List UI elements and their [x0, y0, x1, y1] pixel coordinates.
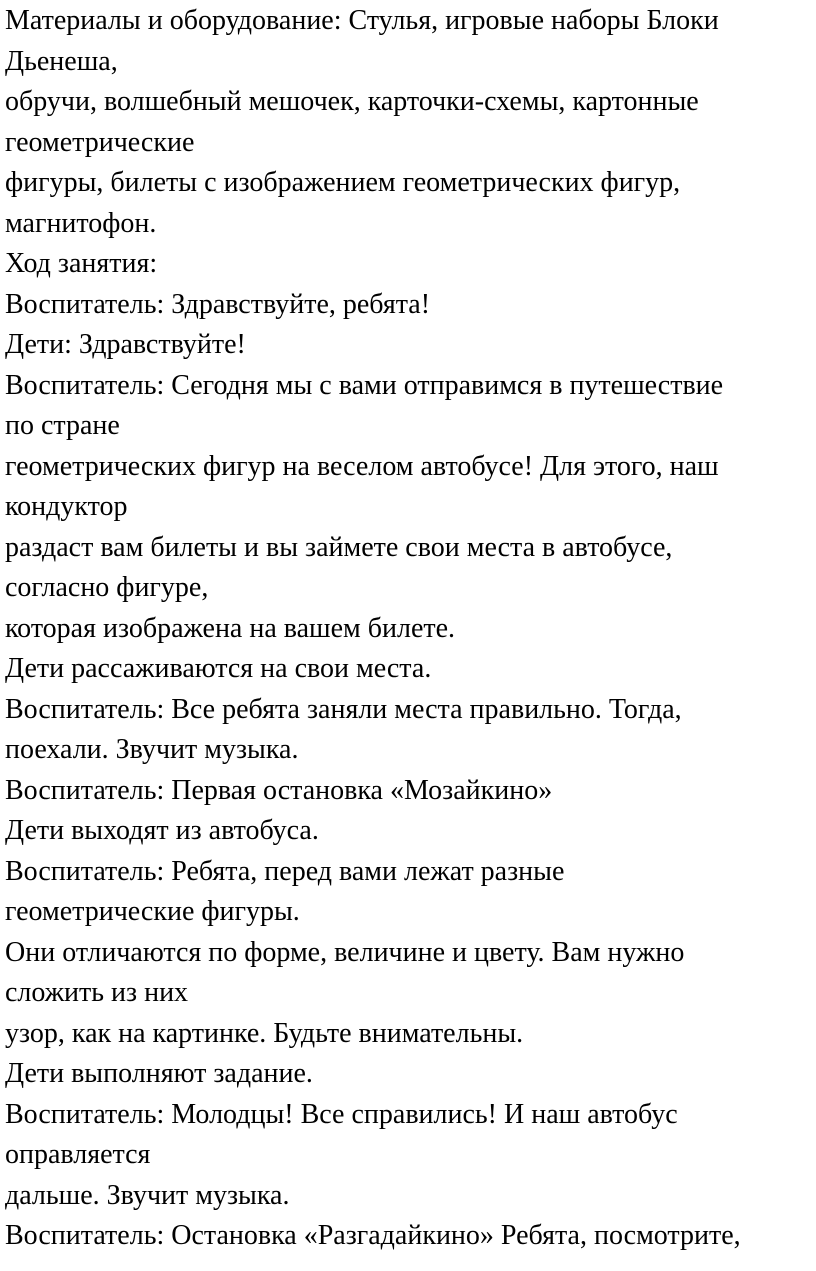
text-line: Воспитатель: Первая остановка «Мозайкино» [5, 774, 553, 806]
text-line: Дети выполняют задание. [5, 1058, 313, 1089]
text-line: узор, как на картинке. Будьте внимательны. [5, 1017, 524, 1049]
text-line: Дети рассаживаются на свои места. [5, 653, 432, 684]
text-line: Дьенеша, [5, 45, 118, 77]
text-line: геометрические [5, 126, 195, 158]
text-line: магнитофон. [5, 207, 157, 239]
text-line: Воспитатель: Ребята, перед вами лежат разные [5, 855, 565, 887]
text-line: оправляется [5, 1139, 151, 1170]
text-line: Ход занятия: [5, 248, 158, 279]
text-line: фигуры, билеты с изображением геометрических фигур, [5, 167, 681, 198]
text-line: Воспитатель: Молодцы! Все справились! И наш автобус [5, 1098, 678, 1130]
document-text [5, 0, 813, 1257]
text-line: сложить из них [5, 977, 189, 1008]
text-line: Материалы и оборудование: Стулья, игровые наборы Блоки [5, 5, 719, 36]
text-line: кондуктор [5, 491, 128, 522]
text-line: Воспитатель: Сегодня мы с вами отправимся в путешествие [5, 369, 724, 401]
text-line: Воспитатель: Остановка «Разгадайкино» Ребята, посмотрите, [5, 1220, 741, 1251]
text-line: Воспитатель: Все ребята заняли места правильно. Тогда, [5, 693, 682, 725]
text-line: раздаст вам билеты и вы займете свои места в автобусе, [5, 531, 673, 563]
text-line: Дети выходят из автобуса. [5, 815, 319, 846]
text-line: дальше. Звучит музыка. [5, 1179, 290, 1211]
text-line: поехали. Звучит музыка. [5, 734, 299, 765]
text-line: согласно фигуре, [5, 572, 209, 603]
text-line: обручи, волшебный мешочек, карточки-схемы, картонные [5, 86, 699, 117]
text-line: Они отличаются по форме, величине и цвету. Вам нужно [5, 936, 685, 968]
text-line: геометрические фигуры. [5, 896, 300, 927]
text-line: Воспитатель: Здравствуйте, ребята! [5, 288, 431, 320]
text-line: по стране [5, 410, 120, 441]
text-line: которая изображена на вашем билете. [5, 612, 456, 644]
text-line: Дети: Здравствуйте! [5, 329, 246, 360]
text-line: геометрических фигур на веселом автобусе! Для этого, наш [5, 450, 719, 482]
